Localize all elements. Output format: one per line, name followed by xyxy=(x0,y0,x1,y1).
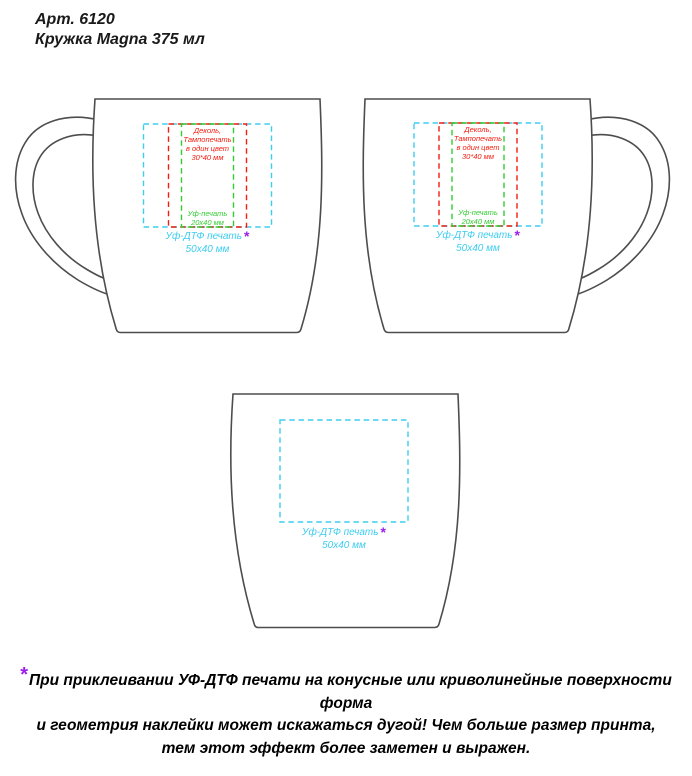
uvdtf-area-label-left-mug: Уф-ДТФ печать * 50х40 мм xyxy=(132,230,283,256)
footnote-marker-icon: * xyxy=(514,227,520,243)
mug-back-view xyxy=(231,394,460,628)
uv-area-label-left-mug: Уф-печать 20х40 мм xyxy=(187,209,228,227)
uvdtf-size-label: 50х40 мм xyxy=(456,243,500,254)
uv-area-label-right-mug: Уф-печать 20х40 мм xyxy=(458,208,498,226)
uvdtf-area-label-back-mug: Уф-ДТФ печать * 50х40 мм xyxy=(269,526,419,552)
footnote-line-3: тем этот эффект более заметен и выражен. xyxy=(161,739,531,757)
uvdtf-size-label: 50х40 мм xyxy=(322,540,366,551)
footnote-asterisk-icon: * xyxy=(20,664,28,686)
uvdtf-area-label-right-mug: Уф-ДТФ печать * 50х40 мм xyxy=(403,229,553,255)
footnote-line-1: *При приклеивании УФ-ДТФ печати на конусные или криволинейные поверхности форма xyxy=(20,664,672,712)
decal-area-label-right-mug: Деколь, Тампопечать в один цвет 30*40 мм xyxy=(453,125,503,161)
footnote-line-2: и геометрия наклейки может искажаться дугой! Чем больше размер принта, xyxy=(36,717,656,734)
footnote-marker-icon: * xyxy=(244,228,250,244)
uvdtf-size-label: 50х40 мм xyxy=(185,244,230,255)
footnote xyxy=(0,664,692,760)
decal-area-label-left-mug: Деколь, Тампопечать в один цвет 30*40 мм xyxy=(183,126,232,162)
product-name: Кружка Magna 375 мл xyxy=(35,31,205,48)
footnote-marker-icon: * xyxy=(380,524,386,540)
article-number: Арт. 6120 xyxy=(35,11,115,28)
